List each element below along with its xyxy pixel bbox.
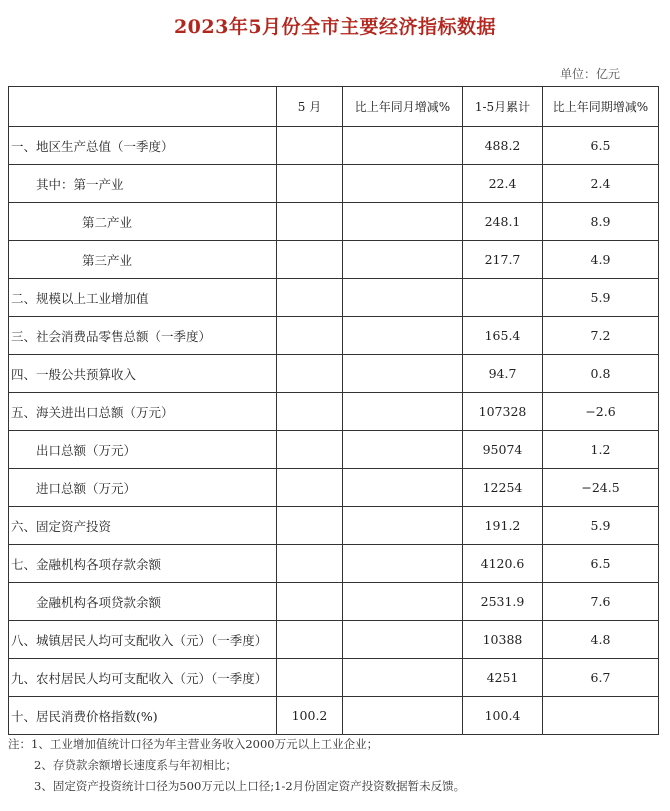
cumulative-value: 22.4 <box>463 165 543 203</box>
month-yoy-value <box>343 431 463 469</box>
month-value <box>277 469 343 507</box>
table-row <box>9 431 659 469</box>
cumulative-yoy-value: 0.8 <box>543 355 659 393</box>
row-label: 九、农村居民人均可支配收入（元）（一季度） <box>9 659 277 697</box>
cumulative-yoy-value: 7.6 <box>543 583 659 621</box>
row-label: 第三产业 <box>9 241 277 279</box>
month-value <box>277 317 343 355</box>
table-body <box>9 127 659 735</box>
table-row <box>9 659 659 697</box>
table-row <box>9 507 659 545</box>
row-label: 一、地区生产总值（一季度） <box>9 127 277 165</box>
month-yoy-value <box>343 469 463 507</box>
month-value <box>277 241 343 279</box>
month-value: 100.2 <box>277 697 343 735</box>
row-label: 出口总额（万元） <box>9 431 277 469</box>
row-label: 十、居民消费价格指数(%) <box>9 697 277 735</box>
cumulative-value: 12254 <box>463 469 543 507</box>
indicator-table <box>8 86 659 735</box>
month-yoy-value <box>343 507 463 545</box>
table-row <box>9 355 659 393</box>
cumulative-value <box>463 279 543 317</box>
table-row <box>9 279 659 317</box>
cumulative-yoy-value: 6.5 <box>543 127 659 165</box>
table-row <box>9 697 659 735</box>
month-yoy-value <box>343 545 463 583</box>
cumulative-value: 217.7 <box>463 241 543 279</box>
cumulative-value: 95074 <box>463 431 543 469</box>
cumulative-yoy-value: 4.9 <box>543 241 659 279</box>
cumulative-yoy-value: −24.5 <box>543 469 659 507</box>
cumulative-value: 4251 <box>463 659 543 697</box>
footnotes <box>8 734 465 797</box>
month-yoy-value <box>343 203 463 241</box>
month-yoy-value <box>343 317 463 355</box>
cumulative-yoy-value <box>543 697 659 735</box>
header-indicator <box>9 87 277 127</box>
table-row <box>9 583 659 621</box>
month-value <box>277 279 343 317</box>
month-value <box>277 203 343 241</box>
header-month: 5 月 <box>277 87 343 127</box>
month-value <box>277 507 343 545</box>
unit-label: 单位：亿元 <box>559 67 620 81</box>
table-row <box>9 545 659 583</box>
row-label: 四、一般公共预算收入 <box>9 355 277 393</box>
cumulative-value: 4120.6 <box>463 545 543 583</box>
header-cumulative: 1-5月累计 <box>463 87 543 127</box>
table-row <box>9 241 659 279</box>
document-title: 2023年5月份全市主要经济指标数据 <box>173 16 497 38</box>
table-row <box>9 469 659 507</box>
cumulative-yoy-value: 4.8 <box>543 621 659 659</box>
row-label: 二、规模以上工业增加值 <box>9 279 277 317</box>
table-row <box>9 127 659 165</box>
month-yoy-value <box>343 393 463 431</box>
row-label: 三、社会消费品零售总额（一季度） <box>9 317 277 355</box>
month-value <box>277 393 343 431</box>
month-yoy-value <box>343 355 463 393</box>
cumulative-yoy-value: 7.2 <box>543 317 659 355</box>
row-label: 其中：第一产业 <box>9 165 277 203</box>
cumulative-value: 248.1 <box>463 203 543 241</box>
footnote-1: 注：1、工业增加值统计口径为年主营业务收入2000万元以上工业企业； <box>8 737 379 751</box>
month-value <box>277 355 343 393</box>
row-label: 金融机构各项贷款余额 <box>9 583 277 621</box>
cumulative-value: 488.2 <box>463 127 543 165</box>
cumulative-value: 2531.9 <box>463 583 543 621</box>
cumulative-yoy-value: 6.7 <box>543 659 659 697</box>
row-label: 八、城镇居民人均可支配收入（元）（一季度） <box>9 621 277 659</box>
cumulative-yoy-value: 5.9 <box>543 279 659 317</box>
cumulative-value: 165.4 <box>463 317 543 355</box>
month-yoy-value <box>343 241 463 279</box>
footnote-3: 3、固定资产投资统计口径为500万元以上口径;1-2月份固定资产投资数据暂未反馈。 <box>34 779 466 793</box>
month-yoy-value <box>343 621 463 659</box>
table-row <box>9 393 659 431</box>
cumulative-yoy-value: 2.4 <box>543 165 659 203</box>
month-yoy-value <box>343 583 463 621</box>
month-yoy-value <box>343 279 463 317</box>
month-value <box>277 621 343 659</box>
table-row <box>9 317 659 355</box>
cumulative-value: 100.4 <box>463 697 543 735</box>
cumulative-yoy-value: 6.5 <box>543 545 659 583</box>
month-yoy-value <box>343 697 463 735</box>
cumulative-yoy-value: 8.9 <box>543 203 659 241</box>
table-header-row <box>9 87 659 127</box>
month-yoy-value <box>343 165 463 203</box>
cumulative-value: 10388 <box>463 621 543 659</box>
cumulative-yoy-value: −2.6 <box>543 393 659 431</box>
header-month-yoy: 比上年同月增减% <box>343 87 463 127</box>
row-label: 五、海关进出口总额（万元） <box>9 393 277 431</box>
table-row <box>9 165 659 203</box>
cumulative-value: 107328 <box>463 393 543 431</box>
table-row <box>9 203 659 241</box>
month-yoy-value <box>343 659 463 697</box>
month-value <box>277 431 343 469</box>
month-value <box>277 165 343 203</box>
table-row <box>9 621 659 659</box>
row-label: 六、固定资产投资 <box>9 507 277 545</box>
cumulative-value: 191.2 <box>463 507 543 545</box>
month-value <box>277 127 343 165</box>
cumulative-yoy-value: 5.9 <box>543 507 659 545</box>
month-value <box>277 583 343 621</box>
header-cumulative-yoy: 比上年同期增减% <box>543 87 659 127</box>
cumulative-yoy-value: 1.2 <box>543 431 659 469</box>
row-label: 进口总额（万元） <box>9 469 277 507</box>
month-yoy-value <box>343 127 463 165</box>
cumulative-value: 94.7 <box>463 355 543 393</box>
row-label: 第二产业 <box>9 203 277 241</box>
month-value <box>277 659 343 697</box>
footnote-2: 2、存贷款余额增长速度系与年初相比； <box>34 758 237 772</box>
month-value <box>277 545 343 583</box>
row-label: 七、金融机构各项存款余额 <box>9 545 277 583</box>
